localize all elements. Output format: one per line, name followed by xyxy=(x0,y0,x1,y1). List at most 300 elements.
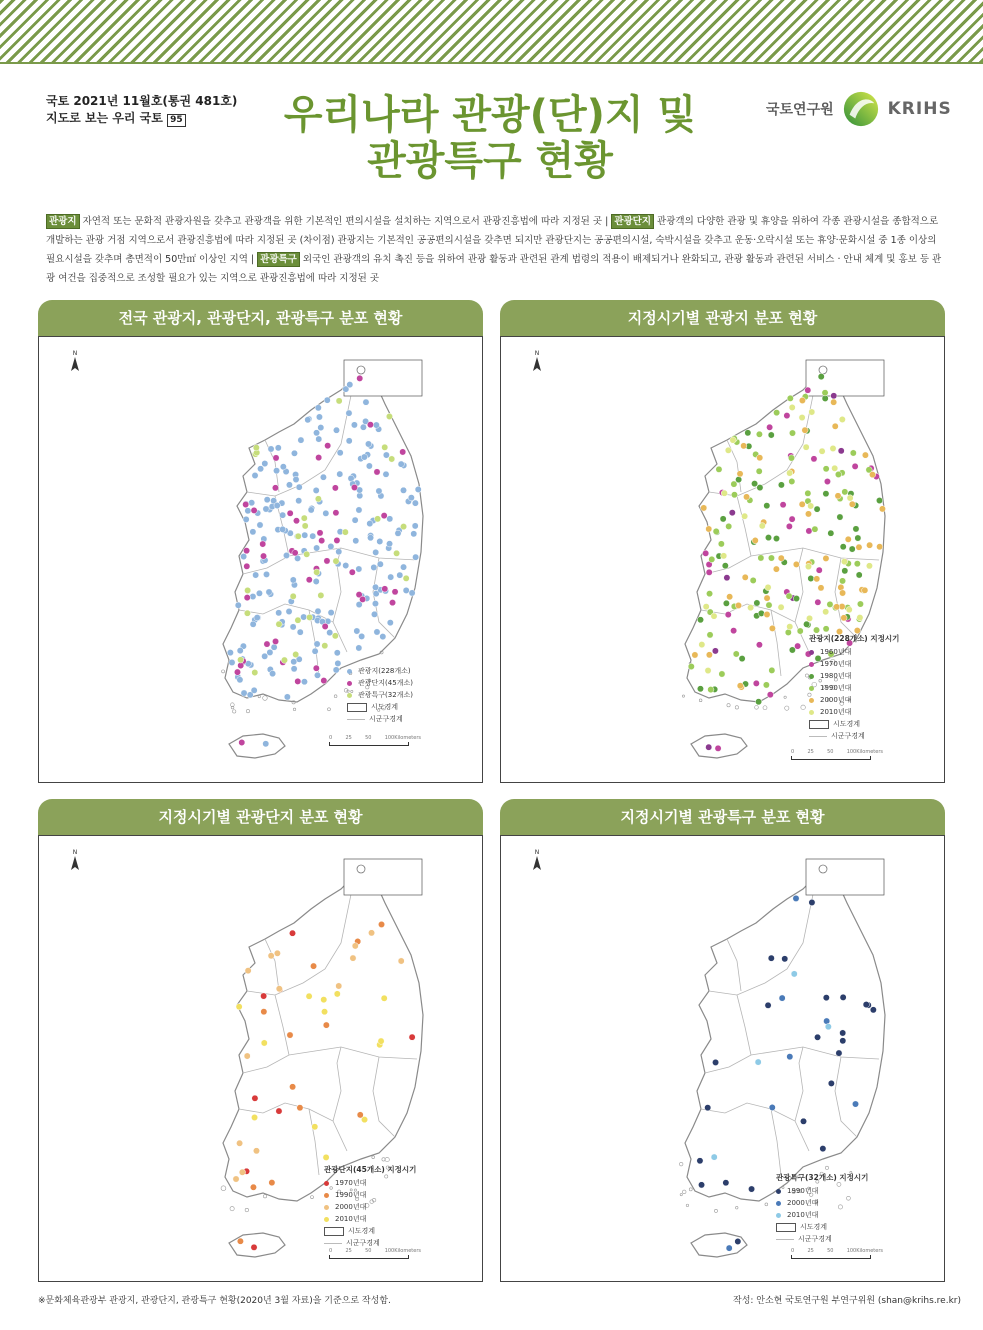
site-marker xyxy=(812,526,818,532)
title-line-2: 관광특구 현황 xyxy=(367,138,613,184)
site-marker xyxy=(802,427,808,433)
site-marker xyxy=(239,739,245,745)
site-marker xyxy=(245,967,251,973)
site-marker xyxy=(778,482,784,488)
site-marker xyxy=(315,405,321,411)
site-marker xyxy=(726,1245,732,1251)
site-marker xyxy=(279,512,285,518)
site-marker xyxy=(273,467,279,473)
site-marker xyxy=(787,623,793,629)
site-marker xyxy=(357,375,363,381)
site-marker xyxy=(380,633,386,639)
site-marker xyxy=(814,1034,820,1040)
site-marker xyxy=(752,537,758,543)
site-marker xyxy=(823,466,829,472)
site-marker xyxy=(302,523,308,529)
map-box xyxy=(500,835,945,1282)
site-marker xyxy=(284,694,290,700)
site-marker xyxy=(290,624,296,630)
site-marker xyxy=(725,523,731,529)
tag-special-tourist-zone: 관광특구 xyxy=(257,252,300,267)
legend-title: 관광특구(32개소) 지정시기 xyxy=(776,1173,869,1182)
site-marker xyxy=(807,503,813,509)
scale-label: 0 xyxy=(329,1248,333,1254)
site-marker xyxy=(787,395,793,401)
site-marker xyxy=(415,486,421,492)
north-arrow-shape xyxy=(71,856,79,870)
site-marker xyxy=(322,642,328,648)
site-marker xyxy=(400,564,406,570)
site-marker xyxy=(245,508,251,514)
site-marker xyxy=(879,506,885,512)
site-marker xyxy=(292,550,298,556)
site-marker xyxy=(257,522,263,528)
site-marker xyxy=(374,629,380,635)
scale-labels xyxy=(329,1248,421,1254)
site-marker xyxy=(287,510,293,516)
site-marker xyxy=(789,404,795,410)
site-marker xyxy=(823,490,829,496)
site-marker xyxy=(737,683,743,689)
site-marker xyxy=(253,1148,259,1154)
ulleungdo-inset xyxy=(344,360,422,396)
legend-swatch xyxy=(347,703,367,712)
panel-title: 지정시기별 관광특구 분포 현황 xyxy=(500,799,945,835)
site-marker xyxy=(371,611,377,617)
definition-special-tourist-zone: 외국인 관광객의 유치 촉진 등을 위하여 관광 활동과 관련된 관계 법령의 적용이 배제되거나 완화되고, 관광 활동과 관련된 서비스 · 안내 체계 및 홍보 등 관광 여건을 집중적으로 조성할 필요가 있는 지역으로 관광진흥법에 따라 지정된 곳 xyxy=(46,254,942,284)
site-marker xyxy=(768,432,774,438)
site-marker xyxy=(262,460,268,466)
site-marker xyxy=(837,514,843,520)
north-arrow-shape xyxy=(533,357,541,371)
north-arrow-icon xyxy=(533,350,541,371)
island xyxy=(727,704,730,707)
site-marker xyxy=(786,523,792,529)
legend-label: 1970년대 xyxy=(820,660,852,668)
island xyxy=(714,1209,717,1212)
site-marker xyxy=(842,489,848,495)
legend-label: 시군구경계 xyxy=(798,1235,832,1243)
site-marker xyxy=(382,586,388,592)
site-marker xyxy=(403,587,409,593)
site-marker xyxy=(839,590,845,596)
island xyxy=(222,670,225,673)
site-marker xyxy=(250,593,256,599)
legend-label: 시도경계 xyxy=(800,1223,828,1231)
legend-item xyxy=(809,706,899,718)
map-box xyxy=(500,336,945,783)
site-marker xyxy=(351,484,357,490)
legend-province-boundary xyxy=(809,718,899,730)
site-marker xyxy=(823,626,829,632)
site-marker xyxy=(367,535,373,541)
legend-item xyxy=(776,1197,868,1209)
site-marker xyxy=(756,642,762,648)
site-marker xyxy=(866,542,872,548)
legend-label: 시도경계 xyxy=(833,720,861,728)
north-label: N xyxy=(72,350,78,357)
site-marker xyxy=(733,651,739,657)
legend-swatch xyxy=(809,662,814,667)
site-marker xyxy=(359,596,365,602)
site-marker xyxy=(729,509,735,515)
island xyxy=(785,706,789,710)
site-marker xyxy=(751,480,757,486)
site-marker xyxy=(724,575,730,581)
site-marker xyxy=(828,530,834,536)
legend-province-boundary xyxy=(776,1221,868,1233)
site-marker xyxy=(239,1169,245,1175)
site-marker xyxy=(356,566,362,572)
site-marker xyxy=(289,930,295,936)
site-marker xyxy=(351,422,357,428)
legend-label: 관광특구(32개소) xyxy=(358,691,413,699)
site-marker xyxy=(785,629,791,635)
site-marker xyxy=(301,515,307,521)
site-marker xyxy=(835,471,841,477)
site-marker xyxy=(758,555,764,561)
site-marker xyxy=(253,444,259,450)
site-marker xyxy=(264,496,270,502)
site-marker xyxy=(786,470,792,476)
legend-label: 관광단지(45개소) xyxy=(358,679,413,687)
site-marker xyxy=(308,507,314,513)
site-marker xyxy=(769,625,775,631)
site-marker xyxy=(830,445,836,451)
site-marker xyxy=(257,466,263,472)
scale-label: 50 xyxy=(365,1248,372,1254)
scale-bar-line xyxy=(329,1255,409,1259)
map-panel-tourist-sites xyxy=(500,300,945,781)
site-marker xyxy=(306,993,312,999)
scale-label: 50 xyxy=(827,749,834,755)
scale-labels xyxy=(791,749,883,755)
site-marker xyxy=(297,629,303,635)
site-marker xyxy=(852,1101,858,1107)
site-marker xyxy=(343,562,349,568)
site-marker xyxy=(373,422,379,428)
island xyxy=(310,1196,313,1199)
site-marker xyxy=(827,601,833,607)
island xyxy=(699,699,702,702)
site-marker xyxy=(764,502,770,508)
map-panel-special-zones xyxy=(500,799,945,1280)
site-marker xyxy=(251,507,257,513)
north-label: N xyxy=(534,849,540,856)
site-marker xyxy=(360,424,366,430)
site-marker xyxy=(252,472,258,478)
site-marker xyxy=(286,482,292,488)
site-marker xyxy=(876,544,882,550)
site-marker xyxy=(263,506,269,512)
site-marker xyxy=(321,1009,327,1015)
site-marker xyxy=(332,485,338,491)
site-marker xyxy=(227,649,233,655)
ulleungdo-inset xyxy=(806,360,884,396)
site-marker xyxy=(822,390,828,396)
site-marker xyxy=(814,506,820,512)
site-marker xyxy=(750,577,756,583)
site-marker xyxy=(740,443,746,449)
legend-item xyxy=(347,689,413,701)
north-arrow-icon xyxy=(71,849,79,870)
site-marker xyxy=(256,590,262,596)
site-marker xyxy=(290,577,296,583)
site-marker xyxy=(342,529,348,535)
site-marker xyxy=(353,538,359,544)
legend-item xyxy=(324,1201,416,1213)
site-marker xyxy=(824,478,830,484)
issue-badge: 95 xyxy=(167,114,186,127)
legend-label: 관광지(228개소) xyxy=(358,667,411,675)
island xyxy=(765,1203,768,1206)
site-marker xyxy=(784,412,790,418)
north-arrow-icon xyxy=(71,350,79,371)
site-marker xyxy=(719,671,725,677)
legend-district-boundary xyxy=(809,730,899,742)
site-marker xyxy=(706,526,712,532)
site-marker xyxy=(295,617,301,623)
site-marker xyxy=(756,431,762,437)
legend-item xyxy=(347,665,413,677)
legend-label: 1970년대 xyxy=(335,1179,367,1187)
island xyxy=(784,696,786,698)
north-arrow-shape xyxy=(71,357,79,371)
site-marker xyxy=(769,1104,775,1110)
site-marker xyxy=(832,423,838,429)
site-marker xyxy=(763,682,769,688)
site-marker xyxy=(814,576,820,582)
site-marker xyxy=(387,574,393,580)
site-marker xyxy=(838,448,844,454)
island xyxy=(233,710,236,713)
legend-swatch xyxy=(776,1213,781,1218)
site-marker xyxy=(850,450,856,456)
site-marker xyxy=(735,1238,741,1244)
site-marker xyxy=(323,1022,329,1028)
legend-item xyxy=(809,670,899,682)
site-marker xyxy=(725,611,731,617)
site-marker xyxy=(237,657,243,663)
legend-label: 시도경계 xyxy=(348,1227,376,1235)
site-marker xyxy=(828,1080,834,1086)
site-marker xyxy=(336,983,342,989)
korea-map xyxy=(501,836,944,1281)
site-marker xyxy=(842,568,848,574)
site-marker xyxy=(759,523,765,529)
site-marker xyxy=(841,558,847,564)
legend-item xyxy=(324,1189,416,1201)
site-marker xyxy=(730,627,736,633)
site-marker xyxy=(381,995,387,1001)
site-marker xyxy=(315,608,321,614)
site-marker xyxy=(324,558,330,564)
site-marker xyxy=(806,528,812,534)
scale-bar-line xyxy=(791,756,871,760)
issue-info xyxy=(46,93,237,127)
site-marker xyxy=(243,516,249,522)
legend-item xyxy=(809,682,899,694)
site-marker xyxy=(261,1008,267,1014)
island xyxy=(263,696,268,701)
scale-label: 100Kilometers xyxy=(384,735,421,741)
site-marker xyxy=(755,1059,761,1065)
mainland-outline xyxy=(223,869,423,1201)
site-marker xyxy=(852,463,858,469)
site-marker xyxy=(857,601,863,607)
site-marker xyxy=(389,599,395,605)
site-marker xyxy=(314,672,320,678)
map-box xyxy=(38,835,483,1282)
site-marker xyxy=(869,471,875,477)
island xyxy=(385,1157,389,1161)
site-marker xyxy=(316,436,322,442)
site-marker xyxy=(328,543,334,549)
site-marker xyxy=(805,490,811,496)
site-marker xyxy=(383,452,389,458)
site-marker xyxy=(346,438,352,444)
site-marker xyxy=(363,399,369,405)
site-marker xyxy=(789,647,795,653)
legend-swatch xyxy=(776,1239,794,1240)
site-marker xyxy=(731,481,737,487)
site-marker xyxy=(789,478,795,484)
site-marker xyxy=(773,566,779,572)
site-marker xyxy=(361,1116,367,1122)
site-marker xyxy=(397,572,403,578)
panel-title: 전국 관광지, 관광단지, 관광특구 분포 현황 xyxy=(38,300,483,336)
site-marker xyxy=(765,1002,771,1008)
island xyxy=(736,1206,739,1209)
island xyxy=(735,706,738,709)
site-marker xyxy=(721,490,727,496)
site-marker xyxy=(352,517,358,523)
legend-label: 시군구경계 xyxy=(831,732,865,740)
site-marker xyxy=(372,584,378,590)
legend-label: 2000년대 xyxy=(335,1203,367,1211)
site-marker xyxy=(365,441,371,447)
site-marker xyxy=(698,1182,704,1188)
site-marker xyxy=(334,537,340,543)
site-marker xyxy=(823,555,829,561)
site-marker xyxy=(723,600,729,606)
site-marker xyxy=(366,463,372,469)
site-marker xyxy=(298,437,304,443)
site-marker xyxy=(251,1244,257,1250)
site-marker xyxy=(392,589,398,595)
legend-swatch xyxy=(809,650,814,655)
site-marker xyxy=(376,488,382,494)
site-marker xyxy=(708,686,714,692)
site-marker xyxy=(236,1140,242,1146)
site-marker xyxy=(283,552,289,558)
site-marker xyxy=(286,608,292,614)
site-marker xyxy=(318,592,324,598)
site-marker xyxy=(334,991,340,997)
site-marker xyxy=(403,575,409,581)
site-marker xyxy=(317,530,323,536)
site-marker xyxy=(758,610,764,616)
site-marker xyxy=(712,1059,718,1065)
site-marker xyxy=(268,953,274,959)
site-marker xyxy=(310,963,316,969)
site-marker xyxy=(346,410,352,416)
site-marker xyxy=(292,651,298,657)
site-marker xyxy=(755,699,761,705)
issue-line-2: 지도로 보는 우리 국토 xyxy=(46,111,163,125)
site-marker xyxy=(368,930,374,936)
site-marker xyxy=(840,994,846,1000)
site-marker xyxy=(723,1180,729,1186)
site-marker xyxy=(788,455,794,461)
site-marker xyxy=(318,537,324,543)
site-marker xyxy=(377,538,383,544)
site-marker xyxy=(839,578,845,584)
site-marker xyxy=(324,397,330,403)
site-marker xyxy=(773,535,779,541)
site-marker xyxy=(411,531,417,537)
ulleungdo-inset xyxy=(806,859,884,895)
site-marker xyxy=(768,955,774,961)
legend-item xyxy=(776,1209,868,1221)
site-marker xyxy=(250,1184,256,1190)
site-marker xyxy=(741,513,747,519)
legend-swatch xyxy=(809,698,814,703)
legend-label: 2010년대 xyxy=(335,1215,367,1223)
site-marker xyxy=(269,670,275,676)
site-marker xyxy=(769,667,775,673)
legend-swatch xyxy=(324,1181,329,1186)
site-marker xyxy=(799,414,805,420)
legend-label: 시군구경계 xyxy=(346,1239,380,1247)
site-marker xyxy=(378,921,384,927)
krihs-logo xyxy=(766,92,952,126)
site-marker xyxy=(789,430,795,436)
site-marker xyxy=(793,595,799,601)
site-marker xyxy=(839,416,845,422)
site-marker xyxy=(756,468,762,474)
site-marker xyxy=(386,541,392,547)
site-marker xyxy=(334,650,340,656)
site-marker xyxy=(291,659,297,665)
site-marker xyxy=(260,993,266,999)
site-marker xyxy=(704,1104,710,1110)
site-marker xyxy=(237,647,243,653)
site-marker xyxy=(252,572,258,578)
site-marker xyxy=(275,445,281,451)
site-marker xyxy=(697,1158,703,1164)
legend-swatch xyxy=(776,1201,781,1206)
site-marker xyxy=(764,611,770,617)
legend-swatch xyxy=(347,693,352,698)
scale-label: 100Kilometers xyxy=(384,1248,421,1254)
site-marker xyxy=(328,609,334,615)
legend-swatch xyxy=(324,1243,342,1244)
site-marker xyxy=(377,561,383,567)
island xyxy=(686,1204,688,1206)
site-marker xyxy=(273,455,279,461)
site-marker xyxy=(254,614,260,620)
site-marker xyxy=(791,971,797,977)
map-box xyxy=(38,336,483,783)
site-marker xyxy=(803,444,809,450)
legend-swatch xyxy=(347,681,352,686)
site-marker xyxy=(697,617,703,623)
site-marker xyxy=(836,1050,842,1056)
site-marker xyxy=(766,424,772,430)
site-marker xyxy=(237,1238,243,1244)
site-marker xyxy=(705,744,711,750)
